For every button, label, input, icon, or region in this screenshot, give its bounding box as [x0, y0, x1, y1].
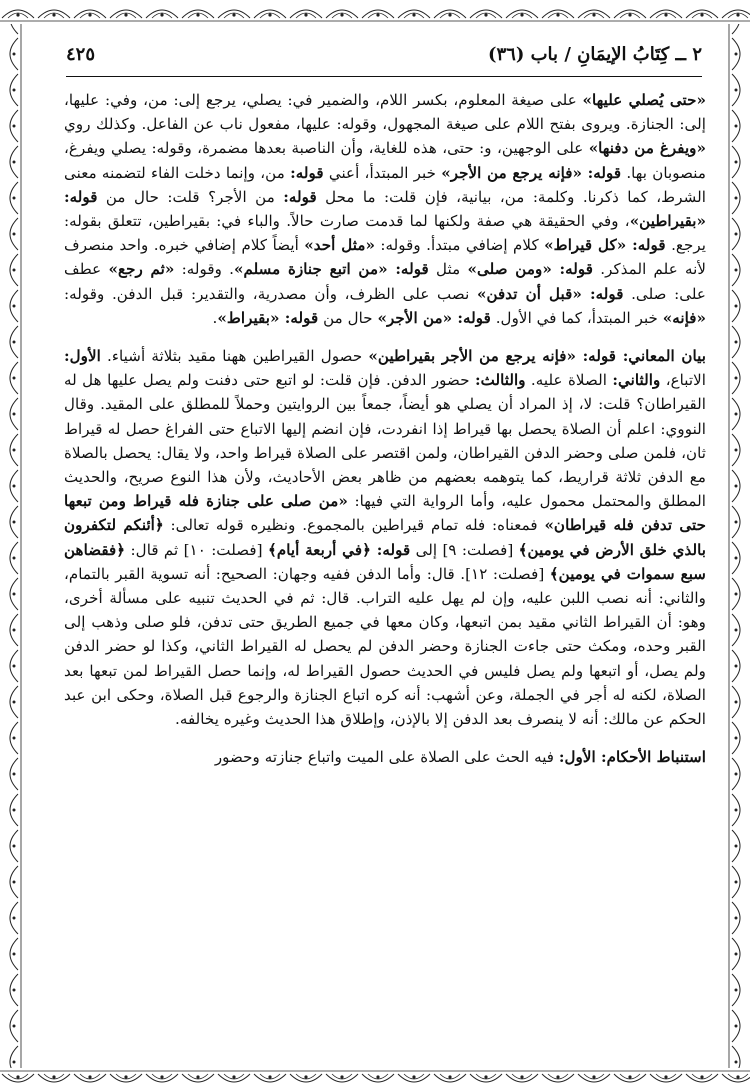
emphasized-text: ﴿أئنكم لتكفرون بالذي خلق الأرض في يومين﴾ — [64, 516, 706, 559]
body-text: على صيغة المعلوم، بكسر اللام، والضمير في: يصلي، يرجع إلى: من، وفي: عليها، إلى: الجنازة. ويروى بفتح اللام على صيغة المجهول، وقوله: عليها، مفعول ناب عن الفاعل. وكذلك روي — [64, 91, 706, 134]
emphasized-text: قوله: «ومن صلى» — [467, 260, 594, 279]
emphasized-text: ﴿فقضاهن سبع سموات في يومين﴾ — [64, 540, 706, 583]
body-text: [فصلت: ١٢]. قال: وأما الدفن ففيه وجهان: الصحيح: أنه تسوية القبر بالتمام، والثاني: أنه نصب اللبن عليه، وإن لم يهل عليه التراب. قال: ثم في الحديث تنبيه على مسألة أخرى، وهو: أن القيراط الثاني مقيد بمن اتبعها، وكان معها في جميع الطريق حتى تدفن، فلو صلى وذهب إلى القبر وحده، ومكث حتى جاءت الجنازة وحضر الدفن لم يحصل له القيراط الثاني، وكذا لو حضر الدفن ولم يصل، أو اتبعها ولم يصل فليس في الحديث حصول القيراط له، وإنما حصل القيراط لمن تبعها بعد الصلاة، لكنه له أجر في الجملة، وعن أشهب: أنه كره اتباع الجنازة والرجوع قبل الصلاة، وحكى ابن عبد الحكم عن مالك: أنه لا ينصرف بعد الدفن إلا بالإذن، وإطلاق هذا الحديث وغيره يخالفه. — [64, 564, 706, 729]
right-border-ornament — [726, 0, 750, 1092]
body-text: نصب على الظرف، وأن مصدرية، والتقدير: قبل الدفن. وقوله: — [64, 284, 477, 303]
emphasized-text: «من صلى على جنازة فله قيراط ومن تبعها حتى تدفن فله قيراطان» — [64, 492, 706, 535]
emphasized-text: قوله: «من الأجر» — [377, 308, 491, 327]
left-border-ornament — [0, 0, 24, 1092]
emphasized-text: استنباط الأحكام: الأول: — [558, 748, 706, 767]
commentary-body — [64, 88, 706, 1058]
body-text: خبر المبتدأ، كما في الأول. — [490, 308, 663, 327]
emphasized-text: قوله: «بقيراطين» — [64, 187, 706, 231]
body-text: الاتباع، — [660, 371, 706, 390]
page-header — [66, 42, 702, 74]
emphasized-text: والثالث: — [474, 371, 526, 390]
body-text: من، وإنما دخلت الفاء لتضمنه معنى الشرط، كما ذكرنا. وكلمة: من، بيانية، فإن قلت: ما محل — [64, 163, 706, 206]
body-text: ، وفي الحقيقة هي صفة ولكنها لما قدمت صارت حالاً. والباء في: بقيراطين، تتعلق بقوله: يرجع. — [64, 212, 706, 255]
emphasized-text: قوله: «كل قيراط» — [544, 236, 666, 255]
body-text: حال من — [318, 308, 378, 327]
emphasized-text: الأول: — [64, 347, 101, 366]
emphasized-text: قوله: «قبل أن تدفن» — [476, 284, 624, 303]
emphasized-text: «حتى يُصلي عليها» — [582, 91, 706, 109]
emphasized-text: قوله: «فإنه يرجع من الأجر» — [441, 163, 622, 182]
body-text: [فصلت: ٩] إلى — [410, 540, 519, 559]
emphasized-text: قوله: «من اتبع جنازة مسلم» — [234, 260, 429, 279]
body-text: فيه الحث على الصلاة على الميت واتباع جنازته وحضور — [214, 748, 559, 767]
header-divider — [66, 76, 702, 77]
meanings-paragraph — [64, 344, 706, 731]
emphasized-text: قوله: — [290, 163, 324, 182]
body-text: . — [212, 308, 218, 327]
emphasized-text: قوله: ﴿في أربعة أيام﴾ — [267, 540, 411, 559]
emphasized-text: «ويفرغ من دفنها» — [588, 139, 706, 158]
rulings-paragraph — [64, 745, 706, 769]
body-text: الصلاة عليه. — [525, 371, 613, 390]
running-title: ٢ ــ كِتَابُ الإيمَانِ / باب (٣٦) — [487, 44, 702, 65]
body-text: . وقوله: — [174, 260, 234, 279]
body-text: حضور الدفن. فإن قلت: لو اتبع حتى دفنت ولم يصل عليها هل له القيراطان؟ قلت: لا، إذ المراد أن يصلي هو أيضاً، جمعاً بين الروايتين وحملاً للمطلق على المقيد. وقال النووي: اعلم أن الصلاة يحصل بها قيراط إذا انفردت، فإن انضم إليها الاتباع حتى الفراغ حصل له قيراط ثان، فلمن صلى وحضر الدفن القيراطان، ولمن اقتصر على الصلاة قيراط واحد، ولا يقال: يحصل بالصلاة مع الدفن ثلاثة قراريط، كما يتوهمه بعضهم من ظاهر بعض الأحاديث، ولأن هذا النوع صريح، والحديث المطلق والمحتمل محمول عليه، وأما الرواية التي فيها: — [64, 371, 706, 511]
body-text: عطف على: صلى. — [64, 260, 706, 303]
body-text: [فصلت: ١٠] ثم قال: — [125, 540, 268, 559]
body-text: مثل — [428, 260, 468, 279]
emphasized-text: قوله: «بقيراط» — [217, 308, 319, 327]
body-text: حصول القيراطين ههنا مقيد بثلاثة أشياء. — [100, 347, 369, 366]
emphasized-text: بيان المعاني: قوله: «فإنه يرجع من الأجر بقيراطين» — [368, 347, 706, 366]
page-number: ٤٢٥ — [66, 44, 96, 65]
bottom-border-ornament — [0, 1068, 750, 1092]
body-text: أيضاً كلام إضافي خبره. واحد منصرف لأنه علم المذكر. — [64, 236, 706, 279]
body-text: من الأجر؟ قلت: حال من — [97, 187, 284, 206]
emphasized-text: «مثل أحد» — [304, 236, 375, 255]
body-text: على الوجهين، و: حتى، هذه للغاية، وأن الناصبة بعدها مضمرة، وقوله: يصلي ويفرغ، منصوبان بها. — [64, 139, 706, 182]
emphasized-text: والثاني: — [612, 371, 661, 390]
top-border-ornament — [0, 0, 750, 24]
body-text: خبر المبتدأ، أعني — [323, 163, 442, 182]
grammar-paragraph — [64, 88, 706, 330]
emphasized-text: «فإنه» — [662, 308, 706, 327]
emphasized-text: «ثم رجع» — [108, 260, 175, 279]
body-text: كلام إضافي مبتدأ. وقوله: — [374, 236, 545, 255]
emphasized-text: قوله: — [283, 187, 317, 206]
body-text: فمعناه: فله تمام قيراطين بالمجموع. ونظيره قوله تعالى: — [163, 516, 545, 535]
